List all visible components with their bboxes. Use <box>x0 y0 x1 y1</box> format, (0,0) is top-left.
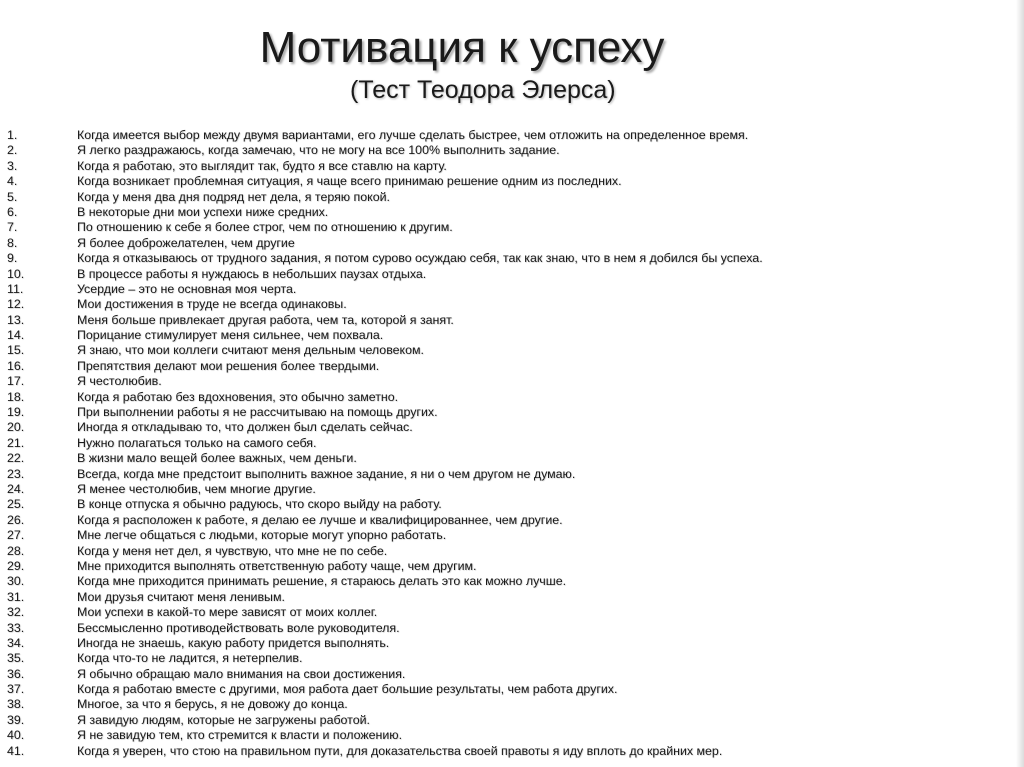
question-item <box>7 697 1007 712</box>
question-text: Я не завидую тем, кто стремится к власти и положению. <box>77 728 403 743</box>
question-text: Я завидую людям, которые не загружены работой. <box>77 712 370 727</box>
question-number: 4. <box>7 174 18 189</box>
question-text: Я менее честолюбив, чем многие другие. <box>77 481 316 496</box>
question-number: 32. <box>7 605 25 620</box>
question-text: Нужно полагаться только на самого себя. <box>77 435 317 450</box>
question-number: 6. <box>7 204 18 219</box>
question-text: В некоторые дни мои успехи ниже средних. <box>77 204 329 219</box>
question-text: Мои друзья считают меня ленивым. <box>77 589 285 604</box>
question-item <box>7 313 1007 328</box>
question-text: Иногда я откладываю то, что должен был сделать сейчас. <box>77 420 413 435</box>
question-item <box>7 190 1007 205</box>
question-text: При выполнении работы я не рассчитываю на помощь других. <box>77 405 438 420</box>
question-text: Мои успехи в какой-то мере зависят от моих коллег. <box>77 605 378 620</box>
question-number: 5. <box>7 189 18 204</box>
question-number: 19. <box>7 405 25 420</box>
question-item <box>7 559 1007 574</box>
question-number: 16. <box>7 358 25 373</box>
question-number: 17. <box>7 374 25 389</box>
question-item <box>7 728 1007 743</box>
question-item <box>7 621 1007 636</box>
question-item <box>7 328 1007 343</box>
question-number: 24. <box>7 481 25 496</box>
question-item <box>7 744 1007 759</box>
question-number: 9. <box>7 251 18 266</box>
question-item <box>7 159 1007 174</box>
question-item <box>7 682 1007 697</box>
slide-subtitle: (Тест Теодора Элерса) <box>350 76 616 104</box>
question-text: Когда я отказываюсь от трудного задания, я потом сурово осуждаю себя, так как знаю, что в нем я добился бы успеха. <box>77 251 763 266</box>
question-text: Я более доброжелателен, чем другие <box>77 235 295 250</box>
question-item <box>7 143 1007 158</box>
question-item <box>7 713 1007 728</box>
question-text: В процессе работы я нуждаюсь в небольших паузах отдыха. <box>77 266 427 281</box>
question-item <box>7 651 1007 666</box>
question-number: 12. <box>7 297 25 312</box>
question-item <box>7 482 1007 497</box>
question-text: В конце отпуска я обычно радуюсь, что скоро выйду на работу. <box>77 497 442 512</box>
question-number: 2. <box>7 143 18 158</box>
question-number: 34. <box>7 635 25 650</box>
question-text: В жизни мало вещей более важных, чем деньги. <box>77 451 357 466</box>
question-item <box>7 436 1007 451</box>
question-number: 27. <box>7 528 25 543</box>
question-text: Я легко раздражаюсь, когда замечаю, что не могу на все 100% выполнить задание. <box>77 143 560 158</box>
question-item <box>7 544 1007 559</box>
question-number: 33. <box>7 620 25 635</box>
question-item <box>7 574 1007 589</box>
question-text: Бессмысленно противодействовать воле руководителя. <box>77 620 400 635</box>
question-item <box>7 590 1007 605</box>
question-text: Порицание стимулирует меня сильнее, чем похвала. <box>77 328 384 343</box>
question-text: Усердие – это не основная моя черта. <box>77 281 297 296</box>
slide-title: Мотивация к успеху <box>259 23 665 72</box>
question-number: 26. <box>7 512 25 527</box>
question-number: 20. <box>7 420 25 435</box>
question-item <box>7 636 1007 651</box>
question-number: 3. <box>7 158 18 173</box>
question-text: Когда возникает проблемная ситуация, я чаще всего принимаю решение одним из последних. <box>77 174 622 189</box>
question-item <box>7 451 1007 466</box>
question-number: 18. <box>7 389 25 404</box>
question-item <box>7 205 1007 220</box>
question-number: 7. <box>7 220 18 235</box>
question-list <box>7 128 1007 759</box>
question-text: Когда я работаю без вдохновения, это обычно заметно. <box>77 389 399 404</box>
question-item <box>7 282 1007 297</box>
question-item <box>7 267 1007 282</box>
question-text: Когда я расположен к работе, я делаю ее лучше и квалифицированнее, чем другие. <box>77 512 563 527</box>
question-item <box>7 513 1007 528</box>
question-item <box>7 467 1007 482</box>
question-text: Мне приходится выполнять ответственную работу чаще, чем другим. <box>77 558 477 573</box>
question-text: По отношению к себе я более строг, чем по отношению к другим. <box>77 220 453 235</box>
question-item <box>7 128 1007 143</box>
question-item <box>7 174 1007 189</box>
question-text: Когда имеется выбор между двумя вариантами, его лучше сделать быстрее, чем отложить на определенное время. <box>77 128 749 142</box>
question-number: 35. <box>7 651 25 666</box>
question-text: Иногда не знаешь, какую работу придется выполнять. <box>77 635 390 650</box>
question-item <box>7 359 1007 374</box>
question-number: 22. <box>7 451 25 466</box>
question-number: 36. <box>7 666 25 681</box>
question-item <box>7 405 1007 420</box>
question-number: 25. <box>7 497 25 512</box>
question-number: 41. <box>7 743 25 758</box>
question-number: 14. <box>7 328 25 343</box>
question-item <box>7 390 1007 405</box>
question-text: Мне легче общаться с людьми, которые могут упорно работать. <box>77 528 447 543</box>
question-number: 28. <box>7 543 25 558</box>
question-text: Когда я работаю вместе с другими, моя работа дает большие результаты, чем работа других. <box>77 682 618 697</box>
question-number: 30. <box>7 574 25 589</box>
question-item <box>7 251 1007 266</box>
question-text: Меня больше привлекает другая работа, чем та, которой я занят. <box>77 312 454 327</box>
question-number: 21. <box>7 435 25 450</box>
question-number: 8. <box>7 235 18 250</box>
question-number: 15. <box>7 343 25 358</box>
question-text: Препятствия делают мои решения более твердыми. <box>77 358 380 373</box>
question-item <box>7 497 1007 512</box>
question-number: 29. <box>7 558 25 573</box>
question-item <box>7 220 1007 235</box>
question-number: 10. <box>7 266 25 281</box>
question-number: 31. <box>7 589 25 604</box>
question-item <box>7 420 1007 435</box>
slide-edge-shadow <box>1016 0 1024 767</box>
question-text: Я обычно обращаю мало внимания на свои достижения. <box>77 666 406 681</box>
question-item <box>7 236 1007 251</box>
question-text: Когда я работаю, это выглядит так, будто я все ставлю на карту. <box>77 158 447 173</box>
question-text: Я честолюбив. <box>77 374 162 389</box>
question-item <box>7 343 1007 358</box>
question-number: 23. <box>7 466 25 481</box>
question-number: 1. <box>7 128 18 142</box>
question-item <box>7 297 1007 312</box>
question-number: 39. <box>7 712 25 727</box>
question-text: Многое, за что я берусь, я не довожу до конца. <box>77 697 348 712</box>
question-text: Я знаю, что мои коллеги считают меня дельным человеком. <box>77 343 424 358</box>
question-item <box>7 667 1007 682</box>
question-number: 13. <box>7 312 25 327</box>
question-number: 40. <box>7 728 25 743</box>
question-number: 11. <box>7 281 24 296</box>
question-text: Когда мне приходится принимать решение, я стараюсь делать это как можно лучше. <box>77 574 567 589</box>
question-item <box>7 374 1007 389</box>
question-text: Всегда, когда мне предстоит выполнить важное задание, я ни о чем другом не думаю. <box>77 466 576 481</box>
question-number: 38. <box>7 697 25 712</box>
question-item <box>7 528 1007 543</box>
question-text: Когда что-то не ладится, я нетерпелив. <box>77 651 303 666</box>
question-number: 37. <box>7 682 25 697</box>
question-text: Мои достижения в труде не всегда одинаковы. <box>77 297 347 312</box>
question-text: Когда у меня нет дел, я чувствую, что мне не по себе. <box>77 543 388 558</box>
question-text: Когда я уверен, что стою на правильном пути, для доказательства своей правоты я иду вплоть до крайних мер. <box>77 743 723 758</box>
question-item <box>7 605 1007 620</box>
question-text: Когда у меня два дня подряд нет дела, я теряю покой. <box>77 189 390 204</box>
